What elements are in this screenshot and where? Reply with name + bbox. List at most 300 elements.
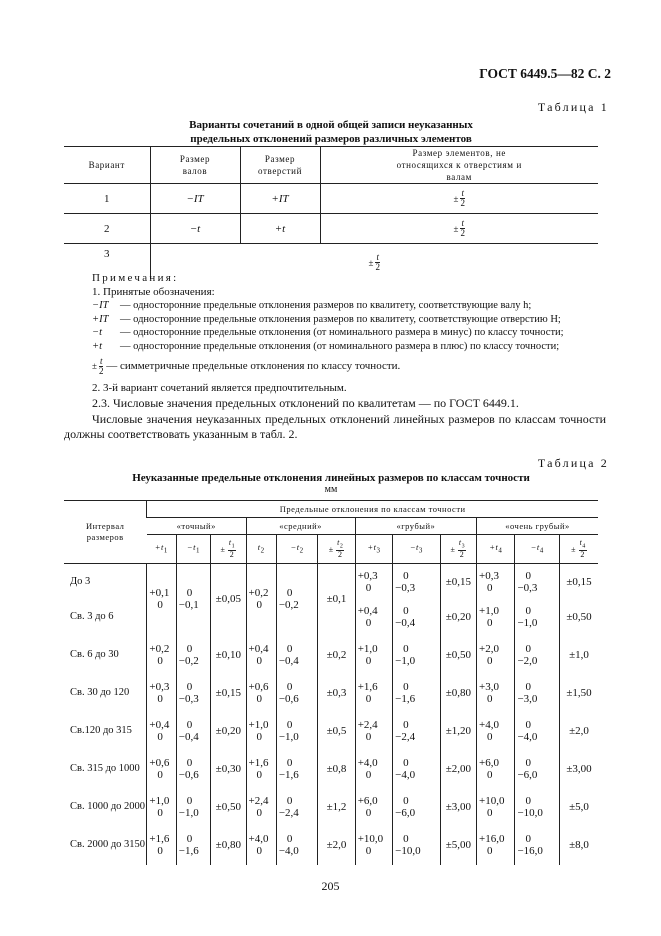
notes-heading: Примечания: — [92, 272, 179, 284]
table2-subheader — [515, 535, 560, 564]
subheader-symbol: −t — [409, 541, 419, 552]
separator-cell — [477, 862, 515, 865]
table2-cell — [211, 564, 246, 635]
subheader-symbol: t — [458, 537, 462, 547]
table2-class-header: «точный» — [147, 518, 246, 535]
cell-line: ±0,50 — [445, 648, 471, 661]
cell-line: 0 — [525, 642, 531, 655]
cell-line: 0 — [256, 692, 263, 705]
table1-header-other: Размер элементов, не относящихся к отверстиям и валам — [320, 147, 598, 184]
cell-line: −1,0 — [395, 654, 416, 667]
cell-line: До 3 — [70, 575, 91, 587]
cell-line: ±2,0 — [569, 724, 589, 737]
plus-minus-sign: ± — [368, 257, 374, 268]
cell-line: −0,4 — [395, 616, 416, 629]
table2-interval-cell — [64, 564, 147, 600]
cell-line: ±0,1 — [326, 593, 347, 605]
plus-minus-sign: ± — [328, 544, 337, 554]
table2-cell — [559, 564, 598, 600]
cell-line: ±0,3 — [326, 686, 347, 699]
table2-interval-cell — [64, 599, 147, 634]
paragraph: 2.3. Числовые значения предельных отклонений по квалитетам — по ГОСТ 6449.1. — [92, 396, 519, 410]
cell-line: 0 — [256, 599, 263, 611]
cell-line: 0 — [186, 680, 193, 693]
cell-line: +4,0 — [248, 832, 269, 845]
table2-cell — [211, 751, 246, 786]
table2-cell — [515, 789, 560, 824]
cell-line: ±0,50 — [215, 800, 241, 813]
separator-cell — [355, 862, 392, 865]
table2-cell — [176, 789, 210, 824]
cell-line: ±0,80 — [215, 838, 241, 851]
cell-line: +2,0 — [479, 642, 500, 655]
table1-cell: +t — [240, 214, 320, 244]
cell-line: +4,0 — [357, 756, 378, 769]
cell-line: 0 — [186, 718, 193, 731]
cell-line: +1,0 — [248, 718, 269, 731]
table2-cell — [176, 713, 210, 748]
table2-cell — [318, 827, 355, 862]
cell-line: 0 — [403, 756, 409, 769]
cell-line: Св. 3 до 6 — [70, 610, 114, 622]
cell-line: 0 — [487, 844, 493, 857]
table2-class-header: «очень грубый» — [477, 518, 598, 535]
table2-subheader — [393, 535, 441, 564]
subheader-index: 2 — [299, 546, 304, 555]
cell-line: 0 — [365, 581, 372, 594]
table2-cell — [393, 789, 441, 824]
cell-line: −2,0 — [517, 654, 538, 667]
cell-line: 0 — [525, 794, 531, 807]
cell-line: +0,2 — [149, 642, 170, 655]
notes-def-text: — односторонние предельные отклонения (от номинального размера в минус) по классу точности; — [120, 327, 564, 338]
fraction — [228, 539, 236, 560]
cell-line: Св.120 до 315 — [70, 724, 132, 736]
table2-header-group: Предельные отклонения по классам точности — [147, 501, 598, 518]
subheader-symbol: +t — [367, 541, 377, 552]
fraction — [458, 539, 466, 560]
cell-line: 0 — [256, 768, 263, 781]
cell-line: 0 — [365, 616, 372, 629]
separator-cell — [393, 862, 441, 865]
table1-title — [64, 118, 598, 146]
cell-line: ±0,15 — [445, 575, 471, 588]
table2-cell — [176, 675, 210, 710]
cell-line: −4,0 — [395, 768, 416, 781]
cell-line: +1,6 — [248, 756, 269, 769]
table2-cell — [477, 599, 515, 634]
table2-cell — [440, 564, 476, 600]
cell-line: 0 — [186, 756, 193, 769]
table2-header-interval: Интервал размеров — [64, 501, 147, 564]
table1-cell: 3 — [104, 248, 110, 260]
fraction — [336, 539, 344, 560]
cell-line: +1,0 — [357, 642, 378, 655]
cell-line: 0 — [487, 692, 493, 705]
table2-interval-cell — [64, 827, 147, 862]
cell-line: 0 — [403, 642, 409, 655]
cell-line: 0 — [525, 718, 531, 731]
cell-line: 0 — [256, 844, 263, 857]
table2-cell — [477, 751, 515, 786]
table2-cell — [355, 751, 392, 786]
fraction-denominator: 2 — [229, 550, 235, 560]
cell-line: 0 — [365, 692, 372, 705]
cell-line: −0,6 — [178, 768, 199, 781]
notes-def — [92, 326, 564, 340]
table2-interval-cell — [64, 637, 147, 672]
cell-line: 0 — [487, 806, 493, 819]
cell-line: −1,0 — [517, 616, 538, 629]
cell-line: −0,4 — [278, 654, 299, 667]
plus-minus-sign: ± — [450, 544, 458, 554]
cell-line: +0,3 — [357, 569, 378, 582]
cell-line: +1,0 — [149, 794, 170, 807]
separator-cell — [64, 862, 147, 865]
cell-line: 0 — [365, 654, 372, 667]
cell-line: ±0,20 — [215, 724, 241, 737]
cell-line: 0 — [256, 730, 263, 743]
notes-def — [92, 340, 564, 354]
table2-cell — [211, 789, 246, 824]
table2-cell — [440, 789, 476, 824]
table2-cell — [147, 675, 176, 710]
table2 — [64, 501, 598, 865]
cell-line: 0 — [525, 604, 531, 617]
cell-line: ±0,8 — [326, 762, 347, 775]
cell-line: +0,1 — [149, 587, 170, 599]
table2-cell — [477, 637, 515, 672]
table1-header-row — [64, 147, 598, 184]
table2-subheader — [355, 535, 392, 564]
cell-line: ±5,0 — [569, 800, 589, 813]
notes-def-symbol: +IT — [92, 313, 109, 325]
table2-subheader — [318, 535, 355, 564]
table2-cell — [246, 713, 276, 748]
table-row — [64, 675, 598, 710]
cell-line: Св. 30 до 120 — [70, 686, 130, 698]
fraction-numerator: t — [461, 218, 464, 228]
table1 — [64, 147, 598, 279]
table2-cell — [393, 827, 441, 862]
cell-line: +0,4 — [149, 718, 170, 731]
cell-line: −6,0 — [395, 806, 416, 819]
cell-line: 0 — [403, 680, 409, 693]
cell-line: −0,3 — [517, 581, 538, 594]
table2-cell — [147, 564, 176, 635]
table-row — [64, 214, 598, 244]
subheader-symbol: −t — [186, 541, 196, 552]
fraction-denominator: 2 — [375, 262, 380, 272]
subheader-index: 3 — [461, 543, 466, 550]
table2-cell — [515, 564, 560, 600]
cell-line: +16,0 — [479, 832, 505, 845]
cell-line: −1,6 — [395, 692, 416, 705]
notes-def-symbol: −t — [92, 327, 103, 338]
subheader-index: 4 — [582, 543, 586, 550]
notes-def-symbol: −IT — [92, 300, 109, 311]
cell-line: −6,0 — [517, 768, 538, 781]
table2-cell — [355, 564, 392, 600]
cell-line: 0 — [157, 654, 163, 667]
fraction — [99, 357, 104, 376]
cell-line: +0,4 — [357, 604, 378, 617]
table2-subheader — [276, 535, 317, 564]
table2-title: Неуказанные предельные отклонения линейных размеров по классам точности — [132, 472, 530, 484]
cell-line: −10,0 — [395, 844, 421, 857]
cell-line: −3,0 — [517, 692, 538, 705]
cell-line: +0,4 — [248, 642, 269, 655]
table2-cell — [515, 827, 560, 862]
cell-line: 0 — [157, 730, 163, 743]
cell-line: 0 — [403, 832, 409, 845]
table2-cell — [276, 751, 317, 786]
subheader-symbol: t — [579, 537, 583, 547]
table2-cell — [559, 713, 598, 748]
cell-line: 0 — [157, 692, 163, 705]
cell-line: +6,0 — [357, 794, 378, 807]
separator-cell — [147, 862, 176, 865]
table2-cell — [211, 675, 246, 710]
document-header: ГОСТ 6449.5—82 С. 2 — [479, 66, 611, 81]
table2-cell — [559, 599, 598, 634]
cell-line: ±1,2 — [326, 800, 347, 813]
table2-cell — [477, 564, 515, 600]
cell-line: 0 — [365, 768, 372, 781]
table2-cell — [147, 637, 176, 672]
separator-cell — [246, 862, 276, 865]
subheader-symbol: +t — [154, 541, 164, 552]
cell-line: +0,3 — [149, 680, 170, 693]
table2-cell — [276, 637, 317, 672]
table2-cell — [355, 637, 392, 672]
table2-cell — [176, 637, 210, 672]
fraction — [375, 253, 380, 272]
table2-cell — [477, 675, 515, 710]
notes-def-text: — односторонние предельные отклонения (от номинального размера в плюс) по классу точности; — [120, 340, 560, 352]
plus-minus-sign: ± — [571, 544, 579, 554]
cell-line: 0 — [157, 806, 163, 819]
table2-cell — [393, 751, 441, 786]
table2-cell — [477, 789, 515, 824]
table1-cell: −IT — [150, 184, 240, 214]
cell-line: 0 — [365, 806, 372, 819]
cell-line: ±0,20 — [445, 610, 471, 623]
cell-line: −4,0 — [278, 844, 299, 857]
notes-def-symbol: +t — [92, 340, 103, 352]
table2-cell — [559, 789, 598, 824]
cell-line: 0 — [365, 730, 372, 743]
cell-line: 0 — [403, 718, 409, 731]
notes-def-text: — односторонние предельные отклонения размеров по квалитету, соответствующие валу h; — [120, 300, 532, 311]
table2-cell — [477, 827, 515, 862]
table2-cell — [147, 827, 176, 862]
cell-line: ±0,80 — [445, 686, 471, 699]
table2-cell — [440, 599, 476, 634]
cell-line: 0 — [286, 794, 293, 807]
cell-line: Св. 1000 до 2000 — [70, 800, 146, 812]
cell-line: 0 — [256, 654, 263, 667]
fraction-numerator: t — [99, 356, 103, 366]
cell-line: ±0,15 — [566, 575, 592, 588]
fraction-denominator: 2 — [580, 550, 585, 560]
notes-def — [92, 313, 564, 327]
cell-line: −1,6 — [278, 768, 299, 781]
table2-subheader — [176, 535, 210, 564]
table2-cell — [246, 751, 276, 786]
table1-cell: 2 — [64, 214, 150, 244]
subheader-index: 1 — [163, 546, 168, 555]
separator-cell — [176, 862, 210, 865]
table2-subheader — [147, 535, 176, 564]
notes-item-2: 2. 3-й вариант сочетаний является предпочтительным. — [92, 382, 347, 394]
cell-line: −0,6 — [278, 692, 299, 705]
table1-title-line: Варианты сочетаний в одной общей записи неуказанных — [189, 119, 473, 131]
separator-cell — [318, 862, 355, 865]
cell-line: 0 — [403, 569, 409, 582]
cell-line: 0 — [525, 756, 531, 769]
table2-cell — [276, 713, 317, 748]
cell-line: +1,6 — [357, 680, 378, 693]
fraction — [460, 219, 465, 238]
notes-def-text: — односторонние предельные отклонения размеров по квалитету, соответствующие отверстию H; — [120, 313, 561, 325]
cell-line: −1,6 — [178, 844, 199, 857]
table2-subheader — [559, 535, 598, 564]
table2-cell — [355, 675, 392, 710]
table2-cell — [393, 675, 441, 710]
cell-line: 0 — [186, 832, 193, 845]
subheader-symbol: −t — [290, 541, 300, 552]
cell-line: 0 — [186, 642, 193, 655]
table2-cell — [147, 713, 176, 748]
table2-cell — [355, 827, 392, 862]
cell-line: 0 — [286, 642, 293, 655]
table2-cell — [147, 751, 176, 786]
table2-cell — [246, 564, 276, 635]
cell-line: ±0,50 — [566, 610, 592, 623]
table2-interval-cell — [64, 751, 147, 786]
subheader-index: 4 — [498, 546, 503, 555]
cell-line: 0 — [487, 616, 493, 629]
cell-line: 0 — [525, 680, 531, 693]
table2-cell — [559, 675, 598, 710]
cell-line: 0 — [186, 587, 193, 599]
table2-cell — [176, 827, 210, 862]
notes-item-1: 1. Принятые обозначения: — [92, 285, 215, 298]
subheader-symbol: +t — [489, 541, 499, 552]
cell-line: 0 — [403, 604, 409, 617]
table2-cell — [176, 564, 210, 635]
plus-minus-sign: ± — [220, 544, 228, 554]
table-row — [64, 751, 598, 786]
cell-line: +0,6 — [248, 680, 269, 693]
table2-cell — [515, 751, 560, 786]
table2-cell — [559, 637, 598, 672]
cell-line: +10,0 — [357, 832, 384, 845]
cell-line: +1,6 — [149, 832, 170, 845]
notes-def — [92, 299, 564, 313]
table2-cell — [393, 564, 441, 600]
table2-cell — [440, 713, 476, 748]
fraction-numerator: t — [376, 252, 379, 262]
cell-line: ±3,00 — [566, 762, 592, 775]
cell-line: 0 — [286, 832, 293, 845]
table2-cell — [318, 751, 355, 786]
table2-cell — [440, 827, 476, 862]
table2-cell — [276, 789, 317, 824]
table2-header-row — [64, 501, 598, 518]
table2-cell — [211, 827, 246, 862]
subheader-index: 2 — [260, 546, 265, 555]
subheader-index: 4 — [539, 546, 544, 555]
fraction-denominator: 2 — [459, 550, 465, 560]
subheader-symbol: t — [337, 537, 340, 547]
cell-line: Св. 6 до 30 — [70, 648, 119, 660]
table-row — [64, 827, 598, 862]
fraction-denominator: 2 — [460, 198, 465, 208]
separator-cell — [559, 862, 598, 865]
cell-line: −4,0 — [517, 730, 538, 743]
table2-label: Таблица 2 — [537, 456, 609, 470]
table2-class-header: «грубый» — [355, 518, 476, 535]
cell-line: ±0,15 — [215, 686, 241, 699]
plus-minus-sign: ± — [92, 360, 97, 371]
cell-line: 0 — [157, 599, 163, 611]
table-row — [64, 564, 598, 600]
subheader-index: 1 — [231, 543, 236, 550]
table2-cell — [393, 637, 441, 672]
separator-cell — [515, 862, 560, 865]
table2-cell — [211, 637, 246, 672]
table1-cell: −t — [150, 214, 240, 244]
table2-cell — [246, 827, 276, 862]
cell-line: +4,0 — [479, 718, 500, 731]
table2-interval-cell — [64, 789, 147, 824]
table2-cell — [393, 713, 441, 748]
table2-cell — [355, 789, 392, 824]
cell-line: ±0,05 — [215, 593, 241, 605]
cell-line: −10,0 — [517, 806, 543, 819]
table2-cell — [393, 599, 441, 634]
table2-subheader — [246, 535, 276, 564]
cell-line: 0 — [403, 794, 409, 807]
cell-line: ±1,0 — [569, 648, 589, 661]
table2-cell — [559, 751, 598, 786]
separator-cell — [211, 862, 246, 865]
table1-label: Таблица 1 — [537, 100, 609, 114]
table1-header-hole: Размер отверстий — [240, 147, 320, 184]
cell-line: +3,0 — [479, 680, 500, 693]
cell-line: 0 — [286, 756, 293, 769]
table2-interval-cell — [64, 675, 147, 710]
table2-cell — [515, 675, 560, 710]
table2-cell — [477, 713, 515, 748]
table-row — [64, 789, 598, 824]
table2-cell — [276, 675, 317, 710]
subheader-index: 3 — [418, 546, 423, 555]
cell-line: 0 — [286, 718, 293, 731]
subheader-symbol: t — [257, 541, 261, 552]
table1-cell — [320, 214, 598, 244]
table2-interval-cell — [64, 713, 147, 748]
cell-line: −0,2 — [278, 599, 299, 611]
plus-minus-sign: ± — [453, 223, 459, 234]
fraction — [460, 189, 465, 208]
cell-line: ±0,10 — [215, 648, 241, 661]
cell-line: ±1,20 — [445, 724, 471, 737]
cell-line: 0 — [487, 768, 493, 781]
cell-line: +0,6 — [149, 756, 170, 769]
